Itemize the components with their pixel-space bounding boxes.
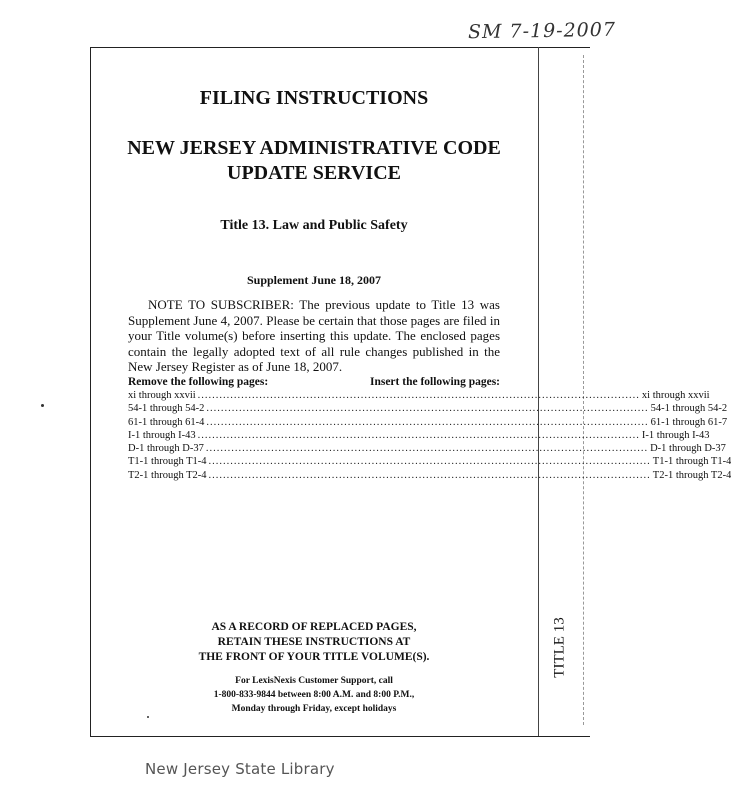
remove-cell: I-1 through I-43 [128,429,196,441]
insert-header: Insert the following pages: [369,376,500,388]
table-row [128,469,731,482]
handwritten-date-note: SM 7-19-2007 [467,18,617,44]
table-row [128,402,728,415]
remove-cell: 54-1 through 54-2 [128,403,205,415]
remove-cell: D-1 through D-37 [128,443,204,455]
table-row [128,442,726,455]
table-row [128,416,728,429]
code-title-line-1: NEW JERSEY ADMINISTRATIVE CODE [127,137,501,159]
top-border [90,47,590,48]
dot-leader: .......................................................................................................................... [206,403,649,415]
dot-leader: .......................................................................................................................... [208,456,651,468]
subscriber-note [128,297,500,375]
insert-cell: T1-1 through T1-4 [652,456,731,468]
insert-cell: 61-1 through 61-7 [650,416,728,428]
remove-header: Remove the following pages: [128,376,269,388]
page-title: FILING INSTRUCTIONS [199,87,429,109]
remove-cell: xi through xxvii [128,390,196,401]
remove-cell: 61-1 through 61-4 [128,416,205,428]
remove-cell: T2-1 through T2-4 [128,469,207,481]
customer-support [90,674,538,716]
scan-speck [147,716,149,718]
record-line-2: RETAIN THESE INSTRUCTIONS AT [217,636,411,648]
insert-cell: xi through xxvii [641,390,710,401]
table-row [128,429,710,442]
insert-cell: 54-1 through 54-2 [650,403,728,415]
dot-leader: .......................................................................................................................... [206,416,649,428]
scan-speck [41,404,44,407]
dot-leader: .......................................................................................................................... [205,443,649,455]
title-side-tab [549,605,571,690]
dot-leader: .......................................................................................................................... [197,429,640,441]
insert-cell: T2-1 through T2-4 [652,469,731,481]
support-line-3: Monday through Friday, except holidays [231,704,397,714]
support-line-2: 1-800-833-9844 between 8:00 A.M. and 8:00 P.M., [213,690,415,700]
record-line-1: AS A RECORD OF REPLACED PAGES, [211,621,417,633]
remove-cell: T1-1 through T1-4 [128,456,207,468]
dot-leader: .......................................................................................................................... [208,469,651,481]
record-instructions [90,620,538,665]
bottom-border [90,736,590,737]
library-stamp: New Jersey State Library [145,760,335,778]
support-line-1: For LexisNexis Customer Support, call [235,676,393,686]
page-replacement-table [128,375,731,482]
insert-cell: I-1 through I-43 [641,429,710,441]
record-line-3: THE FRONT OF YOUR TITLE VOLUME(S). [198,651,430,663]
title-subtitle: Title 13. Law and Public Safety [220,218,408,233]
side-tab-label: TITLE 13 [551,617,568,678]
code-title-line-2: UPDATE SERVICE [227,162,401,184]
insert-cell: D-1 through D-37 [650,443,726,455]
table-row [128,389,710,402]
supplement-date: Supplement June 18, 2007 [246,273,382,287]
dot-leader: .......................................................................................................................... [197,390,640,401]
table-row [128,455,731,468]
table-header [128,375,500,389]
subscriber-note-text: NOTE TO SUBSCRIBER: The previous update to Title 13 was Supplement June 4, 2007. Please be certain that those pages are filed in your Title volume(s) before inserting this update. The enclosed pages contain the legally adopted text of all rule changes published in the New Jersey Register as of June 18, 2007. [128,297,500,374]
